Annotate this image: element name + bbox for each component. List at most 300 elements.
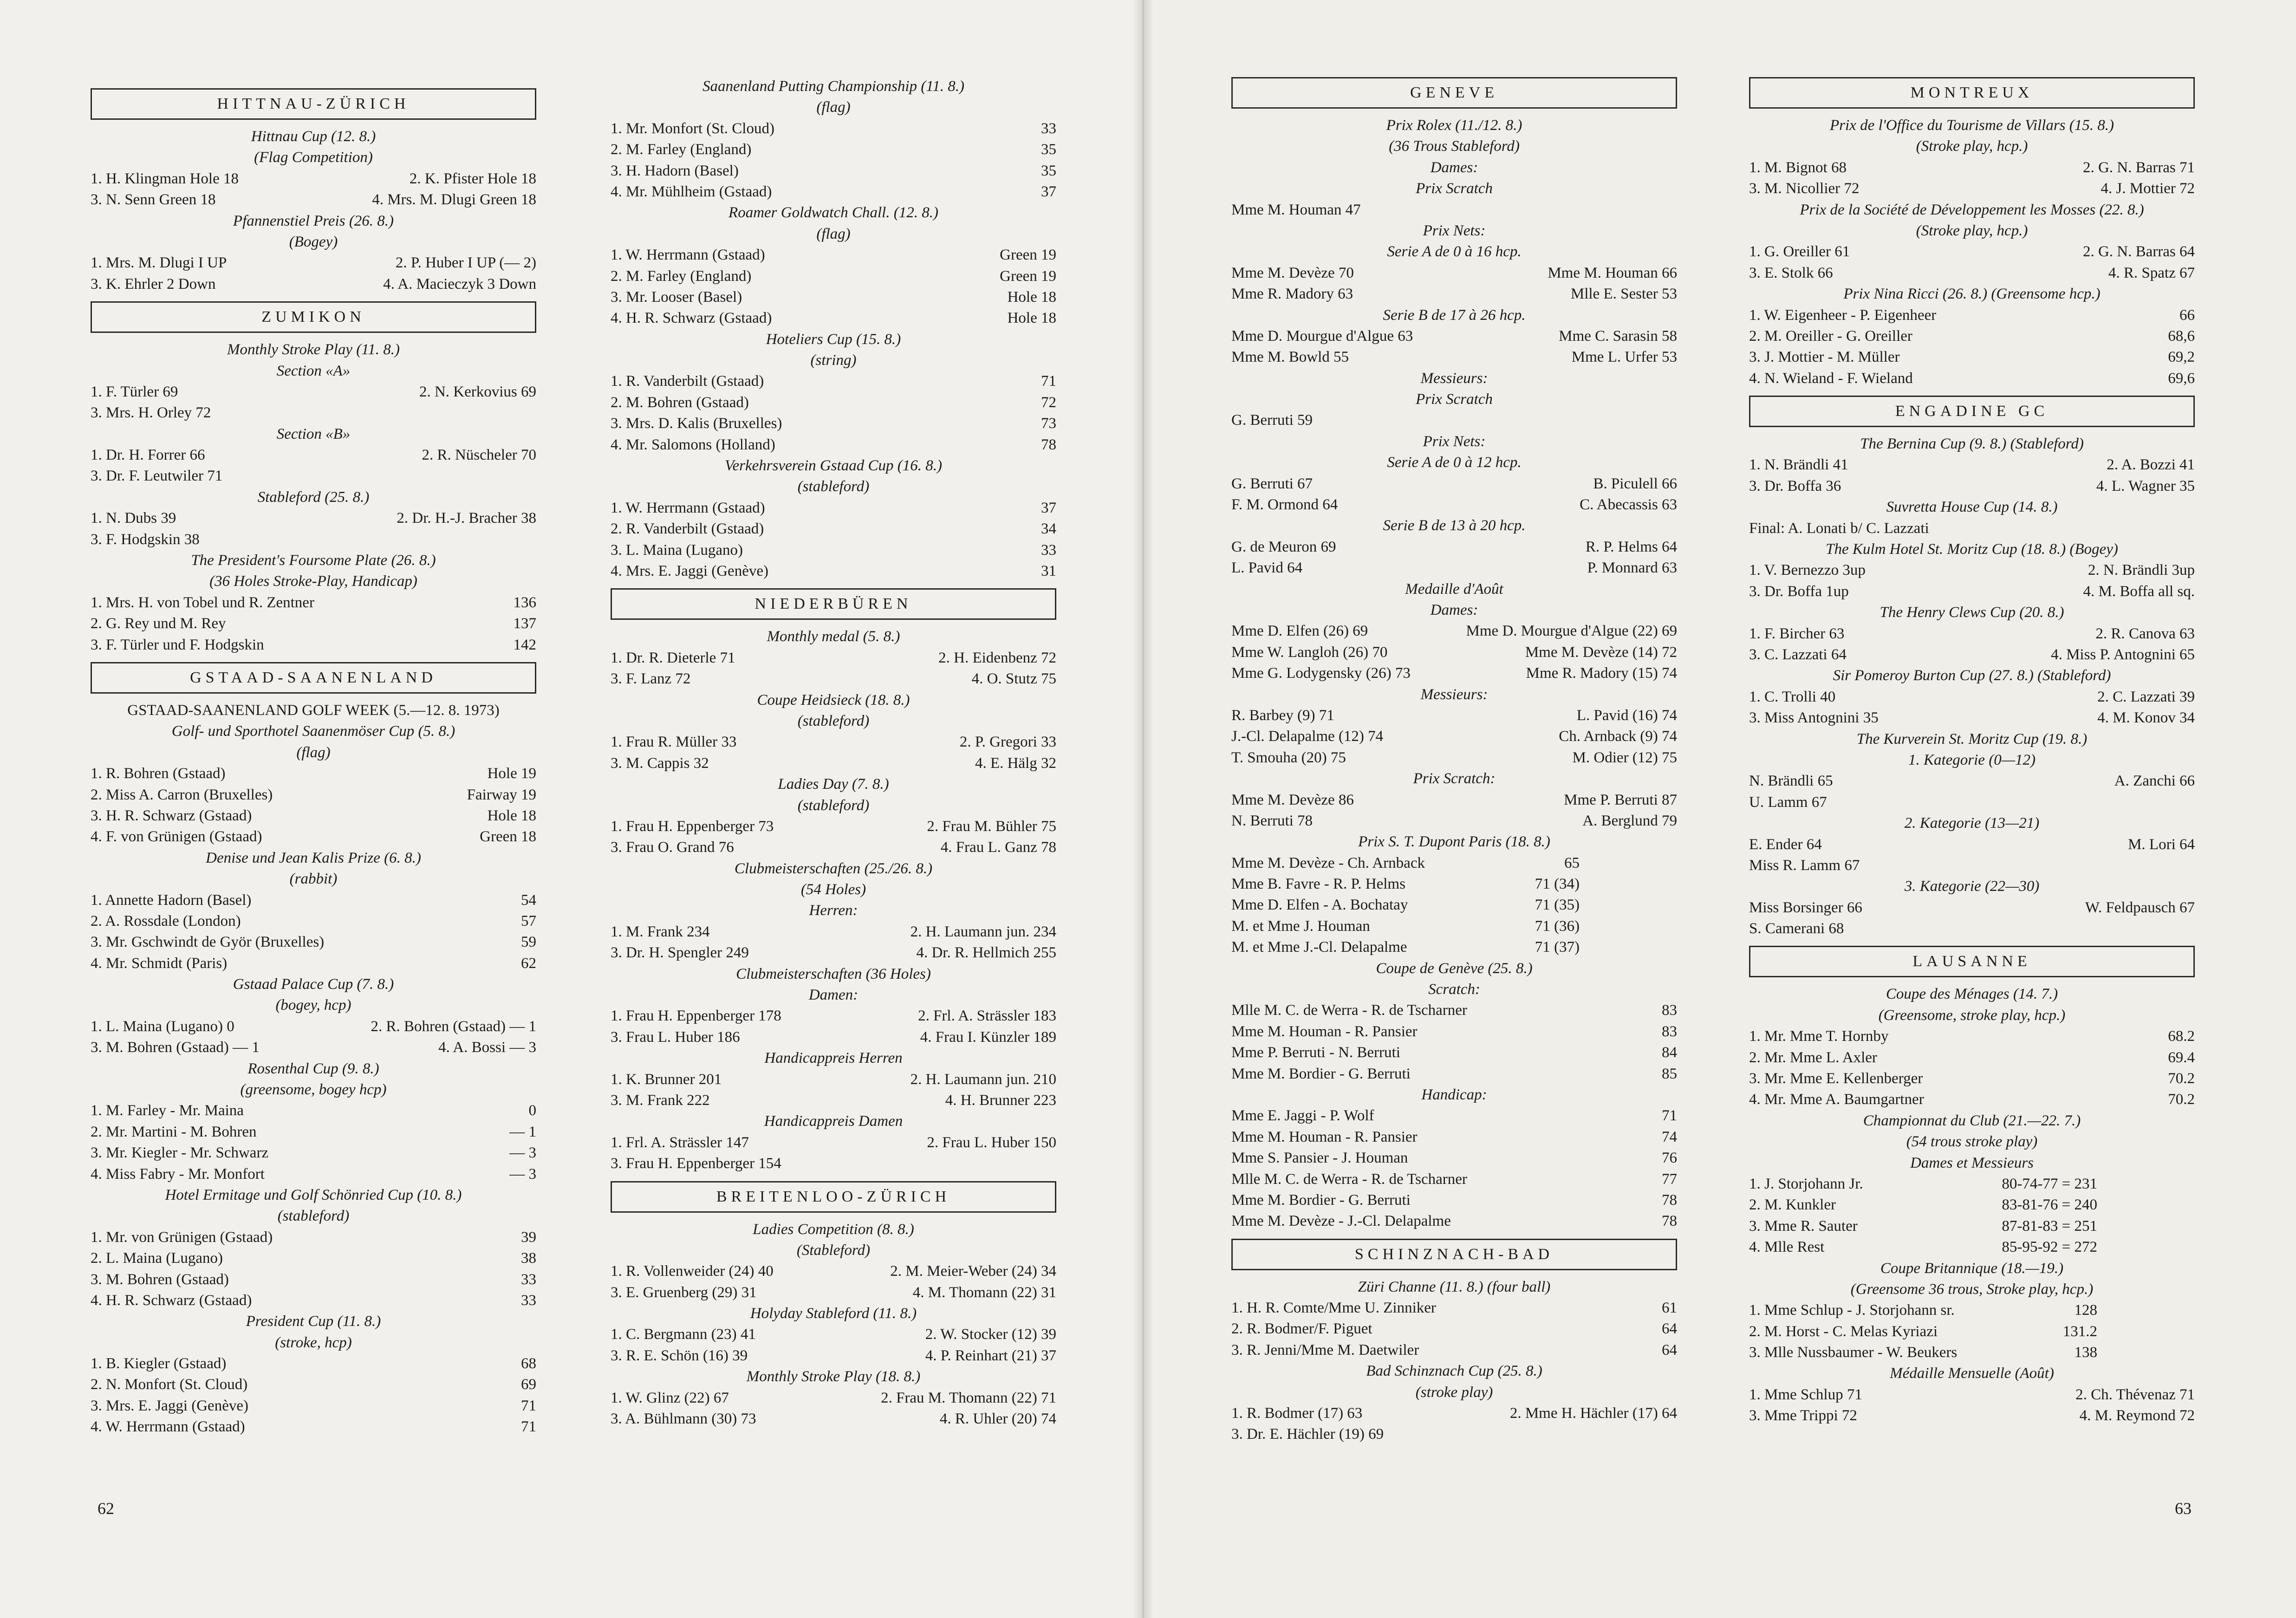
result-score: Green 19 — [1000, 267, 1056, 285]
result-score: Fairway 19 — [467, 786, 536, 803]
result-line: S. Camerani 68 — [1749, 920, 1844, 937]
result-row-pair — [91, 1037, 536, 1058]
competition-title: Serie A de 0 à 12 hcp. — [1387, 454, 1522, 471]
result-row — [1749, 1068, 2195, 1089]
result-row-pair — [1231, 642, 1677, 663]
result-name: M. et Mme J. Houman — [1231, 917, 1370, 935]
result-left: 3. M. Frank 222 — [611, 1092, 710, 1109]
result-row — [91, 1100, 536, 1121]
result-row-pair — [611, 1324, 1056, 1345]
result-name: 3. J. Mottier - M. Müller — [1749, 349, 1900, 366]
result-right: M. Lori 64 — [2128, 836, 2195, 853]
club-section-header: NIEDERBÜREN — [611, 588, 1056, 620]
competition-title: (stableford) — [797, 478, 870, 495]
result-left: 1. Frau H. Eppenberger 178 — [611, 1007, 781, 1025]
result-left: G. de Meuron 69 — [1231, 538, 1336, 555]
result-score: 71 — [1041, 373, 1056, 390]
result-right: 2. Dr. H.-J. Bracher 38 — [397, 510, 536, 527]
result-score: 78 — [1662, 1213, 1677, 1230]
result-name: 2. M. Farley (England) — [611, 141, 752, 158]
result-row — [91, 1164, 536, 1185]
result-line: Miss R. Lamm 67 — [1749, 857, 1860, 874]
result-score: 73 — [1041, 415, 1056, 432]
result-name: Mme D. Elfen - A. Bochatay — [1231, 897, 1408, 914]
result-row-pair — [611, 669, 1056, 689]
competition-title: (string) — [810, 352, 857, 369]
result-line: 3. Dr. F. Leutwiler 71 — [91, 468, 223, 485]
result-left: 1. R. Vollenweider (24) 40 — [611, 1263, 774, 1280]
result-right: 2. A. Bozzi 41 — [2107, 456, 2195, 474]
result-row-pair — [1749, 708, 2195, 728]
result-score: 80-74-77 = 231 — [2002, 1175, 2097, 1192]
result-right: 2. N. Kerkovius 69 — [419, 383, 536, 400]
result-row-pair — [1749, 1405, 2195, 1426]
competition-title: Züri Channe (11. 8.) (four ball) — [1358, 1278, 1551, 1295]
result-row-pair — [611, 1345, 1056, 1366]
result-score: 71 — [521, 1418, 536, 1436]
result-row — [1231, 1190, 1677, 1211]
result-left: 3. E. Gruenberg (29) 31 — [611, 1284, 757, 1301]
competition-title: (Flag Competition) — [254, 149, 373, 166]
result-row — [1231, 853, 1677, 874]
competition-title: Monthly Stroke Play (18. 8.) — [746, 1368, 921, 1385]
result-row-pair — [91, 382, 536, 403]
result-left: 1. C. Trolli 40 — [1749, 688, 1836, 705]
competition-title: Handicappreis Herren — [764, 1050, 903, 1067]
competition-title: 2. Kategorie (13—21) — [1904, 815, 2040, 832]
result-left: 1. R. Bodmer (17) 63 — [1231, 1405, 1363, 1422]
result-left: 3. M. Nicollier 72 — [1749, 180, 1860, 197]
result-row — [1749, 368, 2195, 389]
competition-title: Scratch: — [1428, 981, 1480, 998]
result-left: Mme G. Lodygensky (26) 73 — [1231, 665, 1411, 682]
result-name: 2. M. Horst - C. Melas Kyriazi — [1749, 1323, 1938, 1340]
result-right: 4. Frau I. Künzler 189 — [920, 1028, 1056, 1046]
result-row-pair — [1749, 560, 2195, 581]
result-score: Green 19 — [1000, 247, 1056, 264]
result-left: N. Berruti 78 — [1231, 812, 1313, 829]
club-section-header: ZUMIKON — [91, 301, 536, 333]
result-left: 3. R. E. Schön (16) 39 — [611, 1347, 748, 1364]
competition-title: Prix Nets: — [1423, 433, 1486, 450]
result-name: 2. Miss A. Carron (Bruxelles) — [91, 786, 273, 803]
result-row — [1749, 347, 2195, 368]
result-line: 3. F. Hodgskin 38 — [91, 531, 200, 548]
result-score: 37 — [1041, 499, 1056, 516]
result-name: 3. Mrs. E. Jaggi (Genève) — [91, 1397, 248, 1414]
result-score: 62 — [521, 955, 536, 972]
competition-title: Saanenland Putting Championship (11. 8.) — [702, 78, 965, 95]
result-row-pair — [611, 732, 1056, 753]
result-name: 4. Miss Fabry - Mr. Monfort — [91, 1165, 265, 1183]
result-left: 1. Mrs. M. Dlugi I UP — [91, 254, 227, 272]
result-name: 3. L. Maina (Lugano) — [611, 541, 743, 559]
result-row — [1231, 1340, 1677, 1361]
result-name: Mme P. Berruti - N. Berruti — [1231, 1044, 1400, 1061]
result-score: 0 — [528, 1102, 536, 1119]
competition-title: Herren: — [809, 902, 858, 919]
competition-title: Hotel Ermitage und Golf Schönried Cup (10. 8.) — [165, 1186, 462, 1203]
result-score: 33 — [521, 1292, 536, 1309]
result-score: 69 — [521, 1376, 536, 1393]
result-score: 68,6 — [2168, 327, 2195, 344]
result-left: 1. Dr. R. Dieterle 71 — [611, 649, 735, 666]
result-left: 1. N. Dubs 39 — [91, 510, 176, 527]
result-row-pair — [1749, 1384, 2195, 1405]
competition-title: The President's Foursome Plate (26. 8.) — [191, 552, 436, 569]
result-left: 3. Frau L. Huber 186 — [611, 1028, 740, 1046]
competition-title: Handicappreis Damen — [764, 1113, 903, 1130]
result-left: 1. C. Bergmann (23) 41 — [611, 1326, 756, 1343]
result-name: 2. M. Farley (England) — [611, 267, 752, 285]
result-name: 1. W. Herrmann (Gstaad) — [611, 499, 765, 516]
competition-title: Gstaad Palace Cup (7. 8.) — [233, 976, 394, 993]
result-name: Mme S. Pansier - J. Houman — [1231, 1150, 1408, 1167]
result-right: 4. L. Wagner 35 — [2096, 477, 2195, 494]
result-left: Mme D. Mourgue d'Algue 63 — [1231, 327, 1413, 344]
result-name: Mme B. Favre - R. P. Helms — [1231, 876, 1405, 893]
result-row-pair — [91, 1016, 536, 1037]
result-row — [1231, 1042, 1677, 1063]
result-row-pair — [1749, 178, 2195, 199]
result-name: 1. Mr. Mme T. Hornby — [1749, 1028, 1889, 1045]
result-name: 4. Mr. Mme A. Baumgartner — [1749, 1091, 1924, 1108]
result-row — [91, 1396, 536, 1417]
result-row — [611, 245, 1056, 266]
result-name: 2. R. Vanderbilt (Gstaad) — [611, 520, 764, 538]
result-score: 64 — [1662, 1341, 1677, 1358]
result-row — [1231, 1021, 1677, 1042]
competition-title: Suvretta House Cup (14. 8.) — [1886, 499, 2058, 516]
result-score: 70.2 — [2168, 1091, 2195, 1108]
result-row — [1231, 937, 1677, 958]
result-name: 2. Mr. Martini - M. Bohren — [91, 1123, 257, 1140]
result-row — [91, 806, 536, 826]
result-left: 3. Mme Trippi 72 — [1749, 1407, 1857, 1424]
result-row — [611, 435, 1056, 455]
competition-title: Prix Scratch: — [1413, 770, 1496, 787]
result-row — [91, 911, 536, 932]
result-right: 4. Dr. R. Hellmich 255 — [916, 944, 1056, 962]
result-left: 3. A. Bühlmann (30) 73 — [611, 1410, 756, 1428]
result-row — [91, 785, 536, 806]
result-row — [1749, 1237, 2195, 1258]
competition-title: The Kurverein St. Moritz Cup (19. 8.) — [1856, 730, 2088, 747]
result-score: 65 — [1564, 854, 1580, 871]
result-right: 4. Frau L. Ganz 78 — [940, 839, 1056, 856]
result-right: 2. H. Laumann jun. 210 — [910, 1071, 1056, 1088]
result-row-pair — [1231, 537, 1677, 558]
result-row-pair — [1231, 558, 1677, 578]
result-name: 2. Mr. Mme L. Axler — [1749, 1049, 1877, 1066]
result-score: 38 — [521, 1250, 536, 1267]
result-row — [611, 540, 1056, 561]
result-row — [1231, 1064, 1677, 1085]
result-row — [611, 519, 1056, 539]
competition-title: Rosenthal Cup (9. 8.) — [247, 1060, 379, 1077]
result-row — [1749, 1089, 2195, 1110]
competition-title: (flag) — [816, 225, 851, 242]
result-row — [1749, 326, 2195, 347]
result-right: P. Monnard 63 — [1587, 559, 1677, 577]
result-score: 35 — [1041, 162, 1056, 179]
result-score: 142 — [513, 636, 536, 653]
result-row-pair — [91, 169, 536, 189]
competition-title: (stableford) — [797, 712, 870, 729]
result-left: Mme D. Elfen (26) 69 — [1231, 623, 1368, 640]
result-right: 4. M. Reymond 72 — [2079, 1407, 2195, 1424]
result-score: Hole 18 — [1007, 310, 1056, 327]
result-row — [1749, 1342, 2195, 1363]
result-row-pair — [611, 1069, 1056, 1090]
result-right: 2. P. Huber I UP (— 2) — [395, 254, 536, 272]
result-score: 59 — [521, 934, 536, 951]
result-left: L. Pavid 64 — [1231, 559, 1303, 577]
result-line: 3. Frau H. Eppenberger 154 — [611, 1155, 781, 1172]
result-left: G. Berruti 67 — [1231, 475, 1313, 492]
competition-title: Clubmeisterschaften (36 Holes) — [736, 965, 931, 982]
competition-title: (flag) — [296, 744, 331, 761]
result-score: 57 — [521, 912, 536, 929]
competition-title: (greensome, bogey hcp) — [240, 1081, 387, 1098]
result-row-pair — [91, 253, 536, 273]
competition-title: (36 Holes Stroke-Play, Handicap) — [209, 573, 417, 590]
result-name: 1. W. Herrmann (Gstaad) — [611, 247, 765, 264]
result-score: 84 — [1662, 1044, 1677, 1061]
result-score: — 1 — [509, 1123, 536, 1140]
result-name: 1. M. Farley - Mr. Maina — [91, 1102, 244, 1119]
result-name: 4. W. Herrmann (Gstaad) — [91, 1418, 245, 1436]
result-right: R. P. Helms 64 — [1585, 538, 1677, 555]
result-left: 3. Dr. Boffa 1up — [1749, 583, 1849, 600]
result-row-pair — [611, 1261, 1056, 1282]
result-right: 4. E. Hälg 32 — [975, 754, 1056, 772]
result-left: 1. M. Frank 234 — [611, 923, 710, 940]
result-name: Mlle M. C. de Werra - R. de Tscharner — [1231, 1170, 1467, 1188]
competition-title: Ladies Day (7. 8.) — [778, 776, 889, 793]
club-section-header: ENGADINE GC — [1749, 396, 2195, 427]
result-name: 3. Mme R. Sauter — [1749, 1217, 1858, 1235]
result-row — [611, 413, 1056, 434]
result-score: 85 — [1662, 1065, 1677, 1082]
competition-title: Holyday Stableford (11. 8.) — [750, 1305, 917, 1322]
result-row — [1231, 874, 1677, 895]
result-row — [1749, 1174, 2195, 1195]
result-row-pair — [611, 816, 1056, 837]
result-right: 2. Frl. A. Strässler 183 — [918, 1007, 1056, 1025]
competition-title: Hoteliers Cup (15. 8.) — [766, 331, 901, 348]
result-right: Mlle E. Sester 53 — [1570, 286, 1677, 303]
competition-title: 1. Kategorie (0—12) — [1908, 751, 2036, 768]
competition-title: Golf- und Sporthotel Saanenmöser Cup (5. 8.) — [171, 723, 455, 740]
result-score: 71 — [521, 1397, 536, 1414]
result-score: — 3 — [509, 1165, 536, 1183]
result-right: 4. H. Brunner 223 — [945, 1092, 1056, 1109]
result-name: M. et Mme J.-Cl. Delapalme — [1231, 939, 1407, 956]
right-column-1 — [1231, 71, 1677, 1445]
club-section-header: HITTNAU-ZÜRICH — [91, 88, 536, 120]
result-right: C. Abecassis 63 — [1580, 496, 1677, 513]
result-right: 2. Frau M. Bühler 75 — [927, 818, 1056, 835]
result-score: 77 — [1662, 1170, 1677, 1188]
competition-title: (stroke play) — [1415, 1384, 1493, 1401]
result-left: 1. L. Maina (Lugano) 0 — [91, 1018, 234, 1035]
result-right: 4. M. Thomann (22) 31 — [912, 1284, 1056, 1301]
result-left: 1. Dr. H. Forrer 66 — [91, 447, 205, 464]
result-right: 2. Frau M. Thomann (22) 71 — [881, 1389, 1056, 1406]
result-right: 4. O. Stutz 75 — [971, 670, 1056, 688]
result-right: 4. Miss P. Antognini 65 — [2051, 646, 2195, 663]
result-score: 137 — [513, 615, 536, 632]
result-score: 64 — [1662, 1320, 1677, 1338]
page-number: 62 — [98, 1499, 114, 1518]
result-row-pair — [1231, 790, 1677, 811]
result-score: 138 — [2074, 1344, 2097, 1361]
result-score: 34 — [1041, 520, 1056, 538]
result-right: 2. G. N. Barras 71 — [2082, 159, 2195, 176]
result-row — [91, 826, 536, 847]
competition-title: (Greensome, stroke play, hcp.) — [1878, 1007, 2066, 1024]
result-left: Mme W. Langloh (26) 70 — [1231, 643, 1388, 661]
result-row — [1231, 1127, 1677, 1148]
result-row-pair — [1231, 326, 1677, 347]
result-right: 4. M. Boffa all sq. — [2083, 583, 2195, 600]
result-right: 4. M. Konov 34 — [2097, 709, 2195, 727]
result-row — [1231, 916, 1677, 937]
result-row-pair — [1749, 476, 2195, 497]
result-right: 2. K. Pfister Hole 18 — [409, 170, 536, 187]
result-right: Mme M. Houman 66 — [1548, 264, 1677, 281]
result-row — [611, 498, 1056, 519]
competition-title: The Henry Clews Cup (20. 8.) — [1880, 604, 2064, 621]
result-name: Mme M. Bordier - G. Berruti — [1231, 1191, 1411, 1209]
result-left: E. Ender 64 — [1749, 836, 1822, 853]
competition-title: (stableford) — [797, 797, 870, 814]
result-row — [1749, 1026, 2195, 1047]
result-right: 4. J. Mottier 72 — [2101, 180, 2195, 197]
right-page — [1143, 0, 2296, 1618]
result-left: 3. E. Stolk 66 — [1749, 264, 1833, 281]
competition-title: Section «A» — [276, 362, 351, 379]
result-left: 1. N. Brändli 41 — [1749, 456, 1848, 474]
result-name: 2. M. Kunkler — [1749, 1196, 1836, 1214]
result-row — [611, 118, 1056, 139]
competition-title: Denise und Jean Kalis Prize (6. 8.) — [206, 849, 421, 866]
result-name: Mme M. Devèze - J.-Cl. Delapalme — [1231, 1213, 1451, 1230]
competition-title: Prix Scratch — [1416, 391, 1493, 408]
result-line: G. Berruti 59 — [1231, 412, 1313, 429]
result-row — [91, 613, 536, 634]
result-row-pair — [611, 1388, 1056, 1409]
result-left: 3. Frau O. Grand 76 — [611, 839, 734, 856]
result-row-pair — [1231, 263, 1677, 284]
result-score: 131.2 — [2062, 1323, 2097, 1340]
result-right: 2. H. Eidenbenz 72 — [938, 649, 1056, 666]
result-left: Mme R. Madory 63 — [1231, 286, 1353, 303]
result-name: 1. Mr. Monfort (St. Cloud) — [611, 120, 774, 137]
result-score: 69,6 — [2168, 370, 2195, 387]
result-left: R. Barbey (9) 71 — [1231, 707, 1334, 724]
result-score: 83 — [1662, 1002, 1677, 1019]
result-row-pair — [1749, 644, 2195, 665]
result-right: 2. R. Canova 63 — [2095, 625, 2195, 642]
result-left: 3. N. Senn Green 18 — [91, 191, 216, 208]
result-left: 3. F. Lanz 72 — [611, 670, 691, 688]
result-row-pair — [611, 648, 1056, 669]
result-row — [91, 890, 536, 911]
page-number: 63 — [2175, 1499, 2192, 1518]
result-left: 3. M. Cappis 32 — [611, 754, 709, 772]
result-row — [611, 371, 1056, 392]
result-name: 1. Annette Hadorn (Basel) — [91, 891, 252, 909]
result-name: 3. M. Bohren (Gstaad) — [91, 1271, 229, 1288]
result-row — [611, 392, 1056, 413]
right-column-2 — [1749, 71, 2195, 1427]
result-left: 3. K. Ehrler 2 Down — [91, 275, 216, 292]
result-name: 1. Mme Schlup - J. Storjohann sr. — [1749, 1302, 1955, 1319]
competition-title: President Cup (11. 8.) — [246, 1313, 381, 1330]
result-score: 68.2 — [2168, 1028, 2195, 1045]
result-right: Mme L. Urfer 53 — [1571, 349, 1677, 366]
competition-title: (bogey, hcp) — [275, 997, 351, 1014]
result-name: 4. N. Wieland - F. Wieland — [1749, 370, 1913, 387]
result-score: 83 — [1662, 1023, 1677, 1040]
result-name: Mme E. Jaggi - P. Wolf — [1231, 1107, 1374, 1124]
result-score: 69.4 — [2168, 1049, 2195, 1066]
result-name: 1. Mrs. H. von Tobel und R. Zentner — [91, 594, 314, 611]
result-row — [1749, 1195, 2195, 1215]
result-row-pair — [611, 1132, 1056, 1153]
result-left: 1. K. Brunner 201 — [611, 1071, 722, 1088]
result-row-pair — [1231, 747, 1677, 768]
result-row-pair — [1231, 284, 1677, 305]
result-right: Mme P. Berruti 87 — [1564, 791, 1677, 808]
competition-title: Coupe Britannique (18.—19.) — [1880, 1260, 2064, 1277]
competition-title: Prix de l'Office du Tourisme de Villars (15. 8.) — [1830, 117, 2114, 134]
result-right: 2. Frau L. Huber 150 — [927, 1134, 1056, 1151]
result-score: 31 — [1041, 562, 1056, 579]
result-row — [611, 182, 1056, 202]
result-right: B. Piculell 66 — [1593, 475, 1677, 492]
competition-title: 3. Kategorie (22—30) — [1904, 878, 2040, 895]
result-left: J.-Cl. Delapalme (12) 74 — [1231, 728, 1384, 745]
result-left: Mme M. Devèze 70 — [1231, 264, 1354, 281]
result-score: 33 — [521, 1271, 536, 1288]
result-left: 1. G. Oreiller 61 — [1749, 243, 1850, 260]
result-row — [91, 1374, 536, 1395]
result-score: 54 — [521, 891, 536, 909]
club-section-header: MONTREUX — [1749, 77, 2195, 109]
result-name: Mme M. Houman - R. Pansier — [1231, 1128, 1418, 1145]
result-row — [611, 266, 1056, 287]
result-line: Mme M. Houman 47 — [1231, 201, 1361, 218]
result-left: Mme M. Bowld 55 — [1231, 349, 1349, 366]
result-row — [1231, 895, 1677, 916]
result-right: 2. R. Bohren (Gstaad) — 1 — [371, 1018, 536, 1035]
result-row — [91, 953, 536, 974]
result-row-pair — [611, 837, 1056, 858]
result-row-pair — [1749, 834, 2195, 855]
result-row-pair — [611, 922, 1056, 942]
result-left: 1. Mme Schlup 71 — [1749, 1386, 1862, 1403]
result-row-pair — [1749, 771, 2195, 792]
result-row — [91, 592, 536, 613]
result-score: 85-95-92 = 272 — [2002, 1239, 2097, 1256]
result-name: 3. R. Jenni/Mme M. Daetwiler — [1231, 1341, 1419, 1358]
result-row — [611, 308, 1056, 329]
result-row — [91, 763, 536, 784]
result-score: 33 — [1041, 120, 1056, 137]
